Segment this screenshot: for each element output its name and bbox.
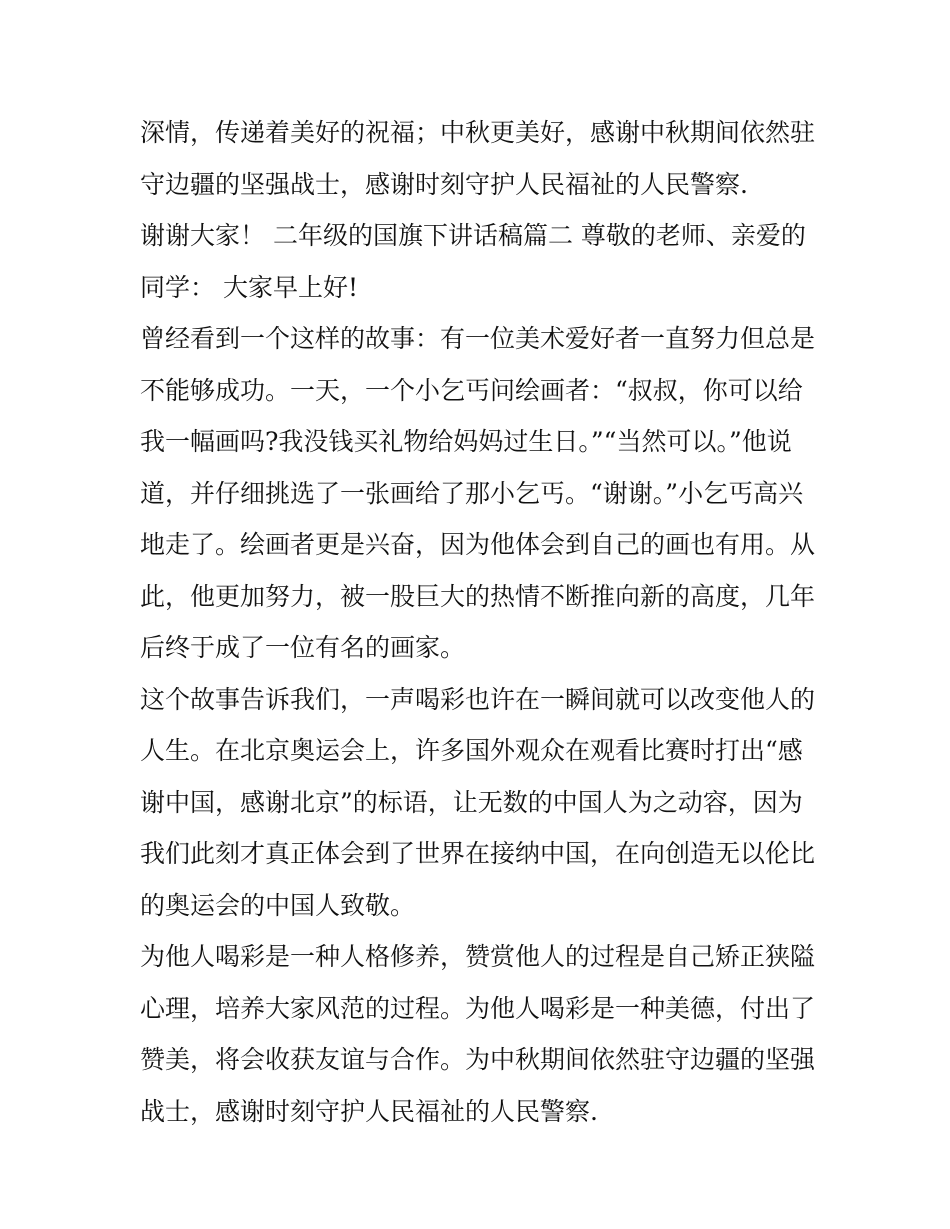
text-line: 人生。在北京奥运会上，许多国外观众在观看比赛时打出“感	[140, 736, 803, 765]
text-line: 我们此刻才真正体会到了世界在接纳中国，在向创造无以伦比	[140, 839, 816, 868]
text-line: 道，并仔细挑选了一张画给了那小乞丐。“谢谢。”小乞丐高兴	[140, 478, 804, 508]
text-line: 后终于成了一位有名的画家。	[140, 633, 466, 662]
text-line: 赞美，将会收获友谊与合作。为中秋期间依然驻守边疆的坚强	[140, 1045, 816, 1074]
text-line: 不能够成功。一天，一个小乞丐问绘画者：“叔叔，你可以给	[140, 375, 803, 405]
text-line: 这个故事告诉我们，一声喝彩也许在一瞬间就可以改变他人的	[140, 684, 816, 714]
text-line: 谢中国，感谢北京”的标语，让无数的中国人为之动容，因为	[140, 787, 803, 817]
text-line: 曾经看到一个这样的故事：有一位美术爱好者一直努力但总是	[140, 324, 816, 353]
text-line: 心理，培养大家风范的过程。为他人喝彩是一种美德，付出了	[140, 993, 816, 1023]
text-line: 谢谢大家！ 二年级的国旗下讲话稿篇二 尊敬的老师、亲爱的	[140, 221, 806, 250]
text-line: 此，他更加努力，被一股巨大的热情不断推向新的高度，几年	[140, 581, 816, 611]
body-text	[140, 107, 820, 1137]
text-line: 为他人喝彩是一种人格修养，赞赏他人的过程是自己矫正狭隘	[140, 942, 816, 971]
text-line: 同学： 大家早上好!	[140, 272, 358, 302]
text-line: 深情，传递着美好的祝福；中秋更美好，感谢中秋期间依然驻	[140, 118, 816, 147]
text-line: 的奥运会的中国人致敬。	[140, 890, 416, 920]
text-line: 守边疆的坚强战士，感谢时刻守护人民福祉的人民警察.	[140, 169, 748, 199]
text-line: 地走了。绘画者更是兴奋，因为他体会到自己的画也有用。从	[140, 530, 816, 559]
text-line: 我一幅画吗?我没钱买礼物给妈妈过生日。”“当然可以。”他说	[140, 427, 792, 456]
text-line: 战士，感谢时刻守护人民福祉的人民警察.	[140, 1096, 598, 1126]
